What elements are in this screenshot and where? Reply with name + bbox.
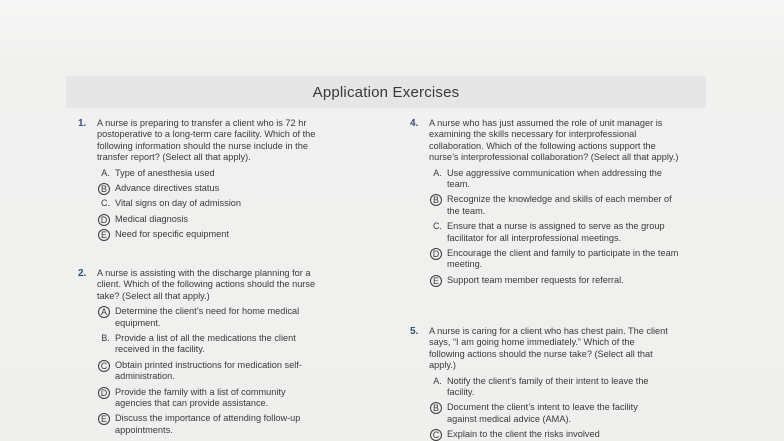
question-stem: A nurse is caring for a client who has chest pain. The client says, “I am going home immediately.” Which of the following actions should the nurse take? (Select all that apply.) bbox=[429, 326, 668, 371]
option-text: Obtain printed instructions for medication self-administration. bbox=[115, 359, 302, 382]
circled-letter: C bbox=[430, 429, 442, 441]
option-text: Discuss the importance of attending follow-up appointments. bbox=[115, 413, 301, 435]
question-stem: A nurse is assisting with the discharge planning for a client. Which of the following actions should the nurse take? (Select all that apply.) bbox=[97, 268, 316, 301]
option-text: Ensure that a nurse is assigned to serve as the group facilitator for all interprofessional meetings. bbox=[447, 221, 665, 243]
answer-option bbox=[429, 194, 679, 217]
option-text: Explain to the client the risks involved bbox=[447, 429, 600, 440]
circled-letter: A bbox=[98, 306, 110, 318]
answer-option bbox=[429, 221, 679, 244]
option-text: Determine the client’s need for home medical equipment. bbox=[115, 306, 300, 328]
option-text: Vital signs on day of admission bbox=[115, 198, 241, 209]
option-letter: C. bbox=[433, 221, 442, 232]
option-letter: B. bbox=[101, 333, 110, 344]
circled-letter: E bbox=[430, 275, 442, 287]
option-text: Encourage the client and family to participate in the team meeting. bbox=[447, 248, 679, 270]
answer-option bbox=[97, 306, 317, 329]
option-text: Type of anesthesia used bbox=[115, 167, 215, 178]
option-letter: A. bbox=[101, 167, 110, 178]
circled-letter: B bbox=[430, 402, 442, 414]
option-text: Document the client’s intent to leave the facility against medical advice (AMA). bbox=[447, 402, 638, 424]
answer-option bbox=[97, 413, 317, 436]
option-text: Notify the client’s family of their intent to leave the facility. bbox=[447, 375, 649, 398]
answer-option bbox=[429, 376, 669, 399]
answer-option bbox=[97, 214, 337, 225]
circled-letter: E bbox=[98, 413, 110, 425]
circled-letter: C bbox=[98, 360, 110, 372]
answer-option bbox=[97, 229, 337, 240]
answer-option bbox=[97, 198, 337, 209]
question-number: 2. bbox=[78, 268, 87, 279]
option-letter: C. bbox=[101, 198, 110, 209]
option-text: Need for specific equipment bbox=[115, 229, 229, 240]
question-number: 5. bbox=[410, 326, 419, 337]
option-letter: A. bbox=[433, 167, 442, 178]
circled-letter: D bbox=[98, 214, 110, 226]
option-letter: A. bbox=[433, 375, 442, 386]
circled-letter: D bbox=[98, 387, 110, 399]
answer-option bbox=[97, 360, 317, 383]
answer-option bbox=[429, 402, 669, 425]
question-stem: A nurse is preparing to transfer a client who is 72 hr postoperative to a long-term care facility. Which of the following information should the nurse include in the transfer report? (Select all that apply). bbox=[97, 118, 316, 163]
answer-option bbox=[97, 168, 337, 179]
answer-option bbox=[429, 429, 669, 440]
question-5 bbox=[410, 326, 669, 441]
circled-letter: B bbox=[430, 194, 442, 206]
answer-option bbox=[97, 387, 317, 410]
question-number: 1. bbox=[78, 118, 87, 129]
option-text: Use aggressive communication when addressing the team. bbox=[447, 167, 663, 190]
option-text: Advance directives status bbox=[115, 183, 220, 194]
answer-option bbox=[429, 275, 679, 286]
answer-option bbox=[97, 183, 337, 194]
circled-letter: E bbox=[98, 229, 110, 241]
answer-option bbox=[97, 333, 317, 356]
option-text: Provide a list of all the medications the client received in the facility. bbox=[115, 333, 296, 355]
circled-letter: B bbox=[98, 183, 110, 195]
option-text: Recognize the knowledge and skills of each member of the team. bbox=[447, 194, 672, 216]
answer-option bbox=[429, 248, 679, 271]
question-2 bbox=[78, 268, 317, 436]
answer-option bbox=[429, 168, 679, 191]
question-number: 4. bbox=[410, 118, 419, 129]
page-title: Application Exercises bbox=[312, 84, 460, 101]
question-stem: A nurse who has just assumed the role of unit manager is examining the skills necessary for interprofessional collaboration. Which of the following actions support the nurse’s interprofessional collaboration? (Select all that apply.) bbox=[429, 118, 679, 163]
question-4 bbox=[410, 118, 679, 286]
option-text: Medical diagnosis bbox=[115, 213, 189, 224]
option-text: Provide the family with a list of community agencies that can provide assistance. bbox=[115, 386, 286, 409]
circled-letter: D bbox=[430, 248, 442, 260]
question-1 bbox=[78, 118, 337, 241]
option-text: Support team member requests for referral. bbox=[447, 274, 624, 285]
